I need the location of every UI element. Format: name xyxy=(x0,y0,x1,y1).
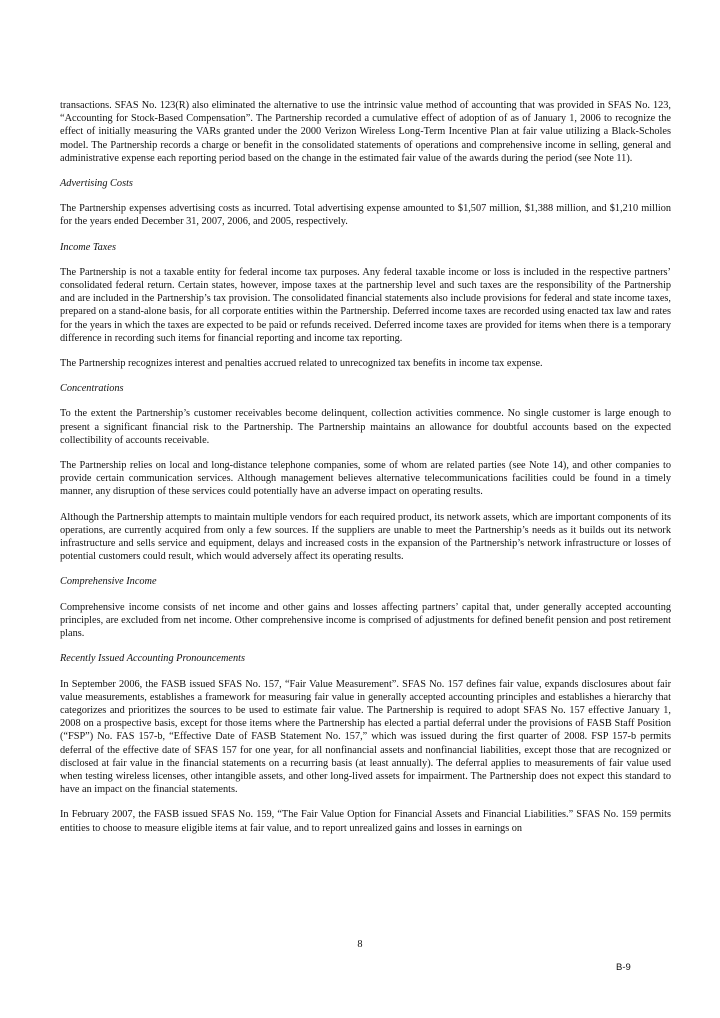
recent-accounting-pronouncements-section xyxy=(60,652,671,834)
section-heading: Advertising Costs xyxy=(60,178,133,190)
paragraph: In February 2007, the FASB issued SFAS No. 159, “The Fair Value Option for Financial Assets and Financial Liabilities.” SFAS No. 159 permits entities to choose to measure eligible items at fair value, and to report unrealized gains and losses in earnings on xyxy=(60,809,671,834)
document-body xyxy=(60,99,671,847)
concentrations-section xyxy=(60,382,671,563)
section-heading: Income Taxes xyxy=(60,241,116,253)
page-number: 8 xyxy=(357,939,363,950)
comprehensive-income-section xyxy=(60,575,671,640)
paragraph: transactions. SFAS No. 123(R) also eliminated the alternative to use the intrinsic value method of accounting that was provided in SFAS No. 123, “Accounting for Stock-Based Compensation”. The Partnership recorded a cumulative effect of adoption of as of January 1, 2006 to recognize the effect of initially measuring the VARs granted under the 2000 Verizon Wireless Long-Term Incentive Plan at fair value utilizing a Black-Scholes model. The Partnership records a charge or benefit in the consolidated statements of operations and comprehensive income in selling, general and administrative expense each reporting period based on the change in the estimated fair value of the awards during the period (see Note 11). xyxy=(60,100,671,164)
paragraph: To the extent the Partnership’s customer receivables become delinquent, collection activities commence. No single customer is large enough to present a significant financial risk to the Partnership. The Partnership maintains an allowance for doubtful accounts based on the expected collectibility of accounts receivable. xyxy=(60,408,671,446)
paragraph: The Partnership relies on local and long-distance telephone companies, some of whom are related parties (see Note 14), and other companies to provide certain communication services. Although management believes alternative telecommunications facilities could be found in a timely manner, any disruption of these services could potentially have an adverse impact on operating results. xyxy=(60,460,671,498)
paragraph: Comprehensive income consists of net income and other gains and losses affecting partners’ capital that, under generally accepted accounting principles, are excluded from net income. Other comprehensive income is comprised of adjustments for defined benefit pension and post retirement plans. xyxy=(60,601,671,640)
exhibit-page-number: B-9 xyxy=(616,962,631,973)
paragraph: The Partnership expenses advertising costs as incurred. Total advertising expense amounted to $1,507 million, $1,388 million, and $1,210 million for the years ended December 31, 2007, 2006, and 2005, respectively. xyxy=(60,203,671,228)
paragraph: Although the Partnership attempts to maintain multiple vendors for each required product, its network assets, which are important components of its operations, are currently acquired from only a few sources. If the suppliers are unable to meet the Partnership’s needs as it builds out its network infrastructure and sells service and equipment, delays and increased costs in the expansion of the Partnership’s network infrastructure or losses of potential customers could result, which would adversely affect its operating results. xyxy=(60,511,671,563)
stock-compensation-continued-section xyxy=(60,99,671,165)
paragraph: The Partnership recognizes interest and penalties accrued related to unrecognized tax benefits in income tax expense. xyxy=(60,358,543,370)
advertising-costs-section xyxy=(60,177,671,229)
section-heading: Concentrations xyxy=(60,383,124,395)
paragraph: The Partnership is not a taxable entity for federal income tax purposes. Any federal taxable income or loss is included in the respective partners’ consolidated federal return. Certain states, however, impose taxes at the partnership level and such taxes are the responsibility of the Partnership and are included in the Partnership’s tax provision. The consolidated financial statements also include provisions for federal and state income taxes, prepared on a stand-alone basis, for all corporate entities within the Partnership. Deferred income taxes are recorded using enacted tax law and rates for the years in which the taxes are expected to be paid or refunds received. Deferred income taxes are provided for items when there is a temporary difference in recording such items for financial reporting and income tax reporting. xyxy=(60,266,671,344)
income-taxes-section xyxy=(60,241,671,371)
section-heading: Recently Issued Accounting Pronouncements xyxy=(60,653,246,665)
section-heading: Comprehensive Income xyxy=(60,576,157,588)
paragraph: In September 2006, the FASB issued SFAS No. 157, “Fair Value Measurement”. SFAS No. 157 defines fair value, expands disclosures about fair value measurements, establishes a framework for measuring fair value in generally accepted accounting principles and establishes a hierarchy that categorizes and prioritizes the sources to be used to estimate fair value. The Partnership is required to adopt SFAS No. 157 effective January 1, 2008 on a prospective basis, except for those items where the Partnership has elected a partial deferral under the provisions of FASB Staff Position (“FSP”) No. FAS 157-b, “Effective Date of FASB Statement No. 157,” which was issued during the first quarter of 2008. FSP 157-b permits deferral of the effective date of SFAS 157 for one year, for all nonfinancial assets and nonfinancial liabilities, except those that are recognized or disclosed at fair value in the financial statements on a recurring basis (at least annually). The deferral applies to measurements of fair value used when testing wireless licenses, other intangible assets, and other long-lived assets for impairment. The Partnership does not expect this standard to have an impact on the financial statements. xyxy=(60,678,671,796)
